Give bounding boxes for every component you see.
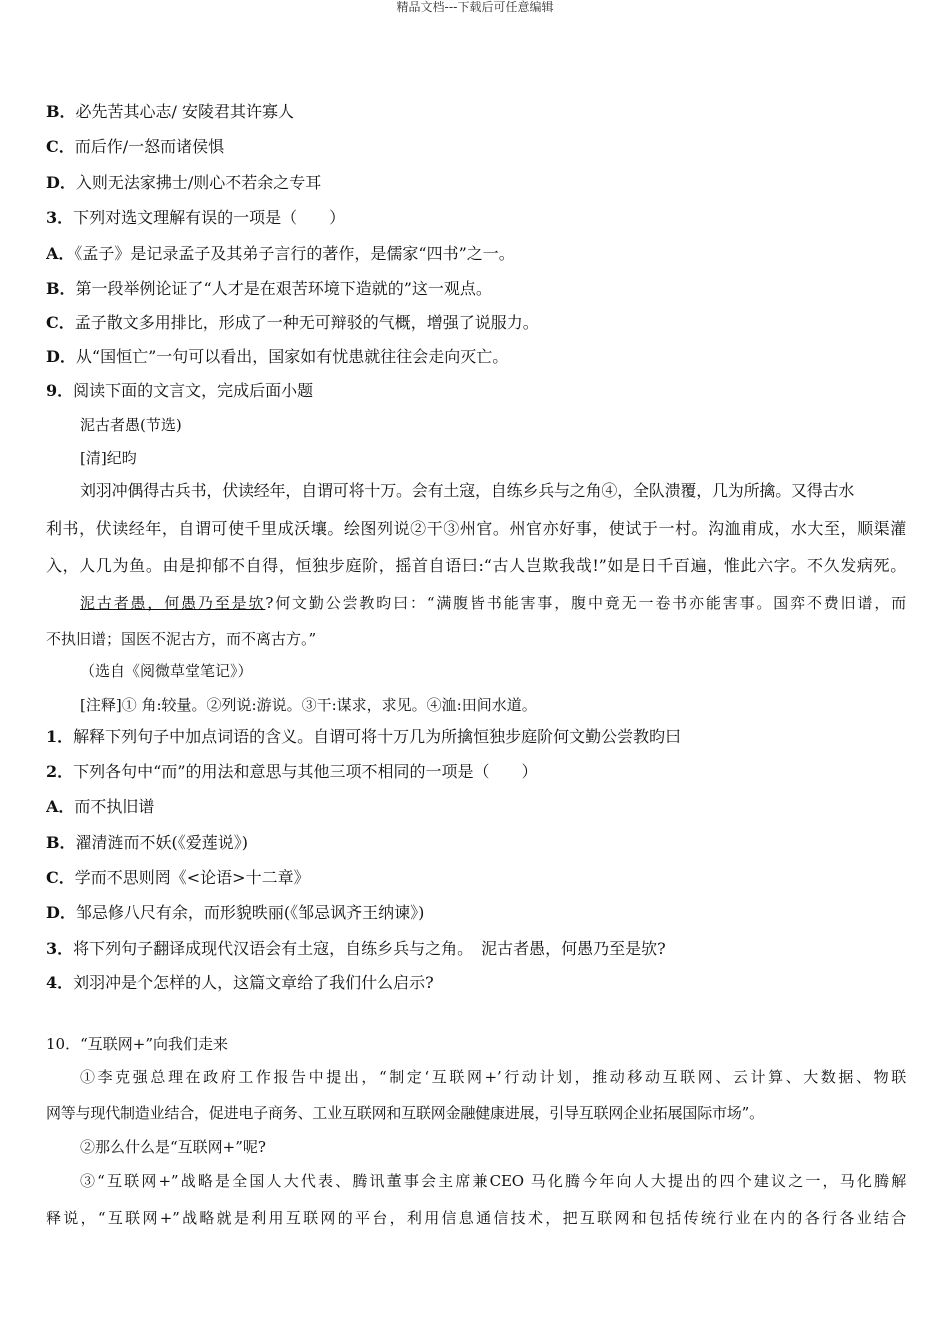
option-d: D．入则无法家拂士/则心不若余之专耳: [46, 173, 322, 192]
option-a: A．《孟子》是记录孟子及其弟子言行的著作，是儒家“四书”之一。: [46, 244, 515, 263]
article-paragraph: ③“互联网+”战略是全国人大代表、腾讯董事会主席兼CEO 马化腾今年向人大提出的四个建议之一，马化腾解: [80, 1172, 906, 1190]
sub-question-3: 3．将下列句子翻译成现代汉语会有土寇，自练乡兵与之角。 泥古者愚，何愚乃至是欤?: [46, 939, 666, 958]
sub-question-2: 2．下列各句中“而”的用法和意思与其他三项不相同的一项是（ ）: [46, 762, 538, 781]
article-paragraph: 网等与现代制造业结合，促进电子商务、工业互联网和互联网金融健康进展，引导互联网企业拓展国际市场”。: [46, 1104, 764, 1122]
passage-author: [清]纪昀: [80, 449, 137, 467]
option-c: C．而后作/一怒而诸侯惧: [46, 137, 225, 156]
option-d: D．从“国恒亡”一句可以看出，国家如有忧患就往往会走向灭亡。: [46, 347, 509, 366]
passage-paragraph: 泥古者愚，何愚乃至是欤?何文勤公尝教昀曰：“满腹皆书能害事，腹中竟无一卷书亦能害事。国弈不费旧谱，而: [80, 594, 906, 612]
article-paragraph: ①李克强总理在政府工作报告中提出，“制定‘互联网+’行动计划，推动移动互联网、云计算、大数据、物联: [80, 1068, 906, 1086]
sub-question-4: 4．刘羽冲是个怎样的人，这篇文章给了我们什么启示?: [46, 973, 434, 992]
passage-paragraph: 入，人几为鱼。由是抑郁不自得，恒独步庭阶，摇首自语曰:“古人岂欺我哉!”如是日千百遍，惟此六字。不久发病死。: [46, 556, 906, 575]
option-d: D．邹忌修八尺有余，而形貌昳丽(《邹忌讽齐王纳谏》): [46, 903, 425, 922]
question-9: 9．阅读下面的文言文，完成后面小题: [46, 381, 314, 400]
page-header: 精品文档---下载后可任意编辑: [396, 0, 554, 14]
option-b: B．必先苦其心志/ 安陵君其许寡人: [46, 102, 295, 121]
option-c: C．孟子散文多用排比，形成了一种无可辩驳的气概，增强了说服力。: [46, 313, 539, 332]
passage-paragraph: 利书，伏读经年，自谓可使千里成沃壤。绘图列说②干③州官。州官亦好事，使试于一村。沟洫甫成，水大至，顺渠灌: [46, 519, 906, 538]
passage-paragraph: 刘羽冲偶得古兵书，伏读经年，自谓可将十万。会有土寇，自练乡兵与之角④，全队溃覆，几为所擒。又得古水: [80, 481, 855, 500]
article-paragraph: 释说，“互联网+”战略就是利用互联网的平台，利用信息通信技术，把互联网和包括传统行业在内的各行各业结合: [46, 1209, 906, 1227]
option-c: C．学而不思则罔《<论语>十二章》: [46, 868, 310, 887]
article-paragraph: ②那么什么是“互联网+”呢?: [80, 1138, 266, 1156]
question-10-title: 10．“互联网+”向我们走来: [46, 1035, 228, 1053]
question-3: 3．下列对选文理解有误的一项是（ ）: [46, 208, 346, 227]
option-a: A．而不执旧谱: [46, 797, 155, 816]
sub-question-1: 1．解释下列句子中加点词语的含义。自谓可将十万几为所擒恒独步庭阶何文勤公尝教昀曰: [46, 727, 682, 746]
passage-notes: [注释]① 角:较量。②列说:游说。③干:谋求，求见。④洫:田间水道。: [80, 696, 537, 714]
passage-title: 泥古者愚(节选): [80, 416, 182, 434]
option-b: B．第一段举例论证了“人才是在艰苦环境下造就的”这一观点。: [46, 279, 492, 298]
option-b: B．濯清涟而不妖(《爱莲说》): [46, 833, 249, 852]
passage-source: （选自《阅微草堂笔记》）: [80, 662, 253, 680]
passage-paragraph: 不执旧谱；国医不泥古方，而不离古方。”: [46, 630, 317, 648]
